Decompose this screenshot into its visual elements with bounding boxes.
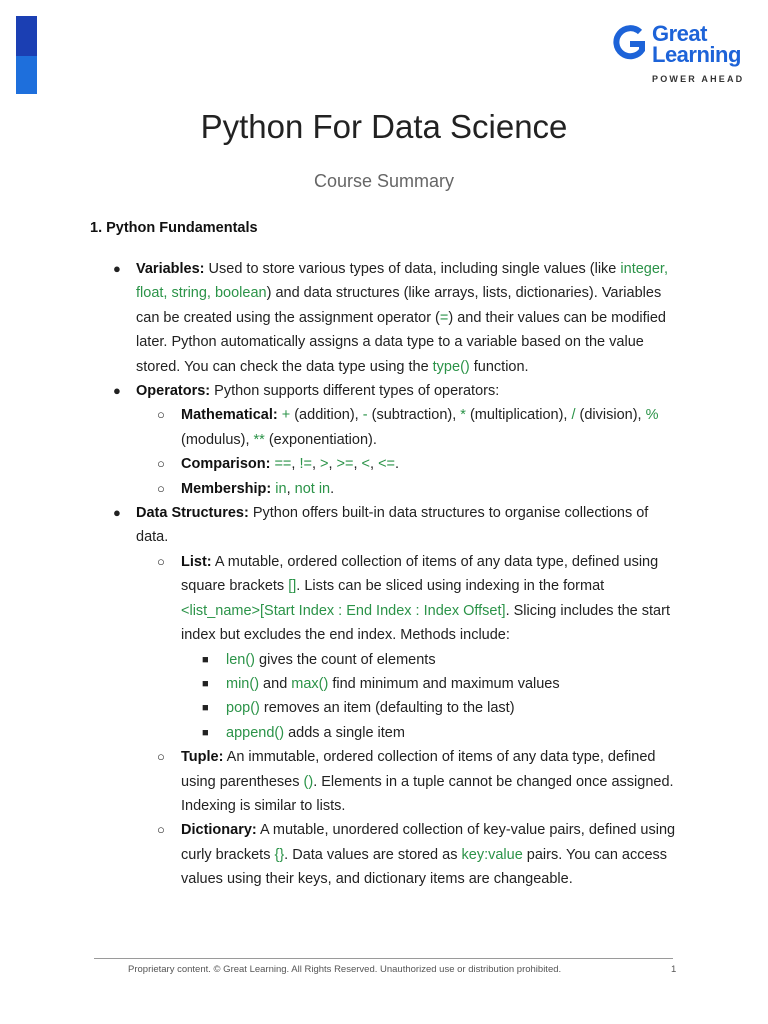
code-text: key:value (461, 846, 523, 863)
code-text: not in (294, 480, 331, 497)
code-text: in (275, 480, 287, 497)
list-item-method-append: ■ append() adds a single item (0, 721, 768, 745)
code-text: + (281, 407, 291, 424)
code-text: % (645, 407, 659, 424)
bullet-circle: ○ (157, 480, 165, 496)
list-item-data-structures: ● Data Structures: Python offers built-in data structures to organise collections of data. (0, 501, 768, 550)
brand-name-line1: Great (652, 21, 707, 46)
code-text: type() (432, 358, 470, 375)
code-text: ** (253, 431, 265, 448)
code-text: * (460, 407, 466, 424)
brand-tagline: POWER AHEAD (652, 74, 745, 84)
code-text: > (320, 456, 329, 473)
code-text: == (274, 456, 292, 473)
list-item-list: ○ List: A mutable, ordered collection of items of any data type, defined using square brackets []. Lists can be sliced using indexing in the format <list_name>[Start Index : End Index : Index Offset]. Slicing includes the start index but excludes the end index. Methods include: (0, 550, 768, 648)
term-label: Mathematical: (181, 407, 278, 424)
accent-bar-top (16, 16, 37, 56)
list-item-tuple: ○ Tuple: An immutable, ordered collection of items of any data type, defined using parentheses (). Elements in a tuple cannot be changed once assigned. Indexing is similar to lists. (0, 745, 768, 818)
code-text: - (362, 407, 368, 424)
bullet-circle: ○ (157, 456, 165, 472)
list-item-dictionary: ○ Dictionary: A mutable, unordered collection of key-value pairs, defined using curly brackets {}. Data values are stored as key:value pairs. You can access values using their keys, and dictionary items are changeable. (0, 818, 768, 891)
bullet-circle: ○ (157, 407, 165, 423)
term-label: Dictionary: (181, 822, 257, 839)
brand-name-line2: Learning (652, 42, 741, 67)
bullet-circle: ○ (157, 749, 165, 765)
code-text: >= (336, 456, 354, 473)
code-text: append() (226, 724, 285, 741)
bullet-circle: ○ (157, 822, 165, 838)
term-label: Comparison: (181, 456, 271, 473)
bullet-disc: ● (113, 261, 121, 276)
code-text: != (299, 456, 312, 473)
bullet-circle: ○ (157, 553, 165, 569)
code-text: = (439, 309, 449, 326)
code-text: / (571, 407, 576, 424)
page-subtitle: Course Summary (313, 171, 455, 191)
bullet-disc: ● (113, 505, 121, 521)
code-text: () (303, 773, 314, 790)
list-item-method-pop: ■ pop() removes an item (defaulting to the last) (0, 696, 768, 720)
code-text: integer, float, string, boolean (136, 261, 668, 302)
bullet-square: ■ (202, 677, 209, 690)
code-text: pop() (226, 700, 260, 717)
bullet-square: ■ (202, 702, 209, 715)
term-label: Operators: (136, 383, 211, 400)
bullet-disc: ● (113, 383, 121, 399)
code-text: len() (226, 651, 256, 668)
code-text: max() (291, 675, 329, 692)
list-item-comparison: ○ Comparison: ==, !=, >, >=, <, <=. (0, 452, 768, 476)
list-item-method-len: ■ len() gives the count of elements (0, 648, 768, 672)
footer-copyright: Proprietary content. © Great Learning. All Rights Reserved. Unauthorized use or distribution prohibited. (128, 964, 562, 975)
section-heading: 1. Python Fundamentals (90, 220, 258, 236)
list-item-method-min-max: ■ min() and max() find minimum and maximum values (0, 672, 768, 696)
bullet-square: ■ (202, 726, 209, 739)
term-label: List: (181, 553, 212, 570)
term-label: Tuple: (181, 749, 224, 766)
list-item-membership: ○ Membership: in, not in. (0, 477, 768, 501)
accent-bar-bottom (16, 56, 37, 94)
great-learning-g-logo-icon (612, 24, 648, 64)
term-label: Membership: (181, 480, 272, 497)
code-text: {} (274, 846, 285, 863)
great-learning-logo (612, 21, 752, 86)
code-text: < (361, 456, 371, 473)
page-number: 1 (671, 964, 677, 975)
code-text: <= (378, 456, 396, 473)
term-label: Variables: (136, 261, 205, 277)
code-text: [] (288, 578, 297, 595)
list-item-mathematical: ○ Mathematical: + (addition), - (subtraction), * (multiplication), / (division), % (modulus), ** (exponentiation). (0, 403, 768, 452)
term-label: Data Structures: (136, 505, 249, 522)
list-item-variables: ● Variables: Used to store various types of data, including single values (like integer, float, string, boolean) and data structures (like arrays, lists, dictionaries). Variables can be created using the assignment operator (=) and their values can be modified later. Python automatically assigns a data type to a variable based on the value stored. You can check the data type using the type() function. (0, 257, 768, 379)
code-text: <list_name>[Start Index : End Index : Index Offset] (181, 602, 506, 619)
document-body (0, 257, 768, 892)
page-title: Python For Data Science (200, 108, 568, 145)
code-text: min() (226, 675, 260, 692)
bullet-square: ■ (202, 653, 209, 666)
footer-divider (94, 958, 673, 959)
list-item-operators: ● Operators: Python supports different types of operators: (0, 379, 768, 403)
